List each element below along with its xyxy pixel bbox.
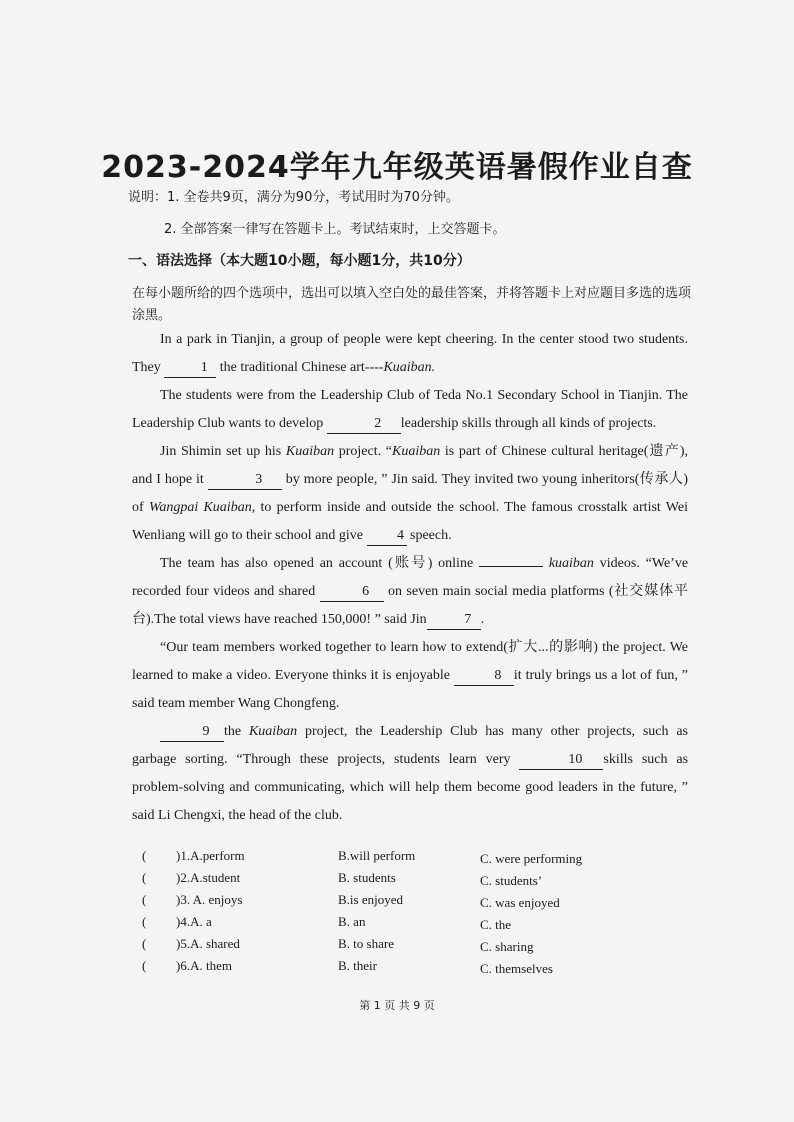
blank-10: 10: [519, 751, 603, 770]
answer-paren: (: [142, 870, 147, 885]
option-c: C. students’: [480, 873, 543, 888]
option-c: C. the: [480, 917, 512, 932]
blank-8: 8: [454, 667, 514, 686]
option-b: B. to share: [338, 936, 394, 951]
text: videos. “We’ve recorded four videos and shared: [132, 556, 689, 599]
text: project. “: [338, 444, 392, 459]
question-row: [138, 958, 698, 979]
question-row: [138, 936, 698, 957]
blank-3: 3: [208, 471, 282, 490]
text: The students were from the Leadership Club of Teda No.1 Secondary School in Tianjin. The Leadership Club wants to develop: [132, 388, 688, 431]
paragraph-6: [132, 718, 688, 830]
page-footer: 第 1 页 共 9 页: [359, 999, 435, 1012]
answer-paren: (: [142, 936, 147, 951]
question-row: [138, 892, 698, 913]
text: by more people, ” Jin said. They invited two young inheritors(传承人) of: [132, 472, 689, 515]
question-row: [138, 870, 698, 891]
blank-6: 6: [320, 583, 384, 602]
option-a: )4.A. a: [176, 914, 212, 929]
section-heading: 一、语法选择（本大题10小题，每小题1分，共10分）: [128, 253, 471, 269]
text: Jin Shimin set up his: [160, 444, 282, 459]
answer-paren: (: [142, 958, 147, 973]
option-c: C. was enjoyed: [480, 895, 560, 910]
blank-4: 4: [367, 527, 407, 546]
text: speech.: [410, 528, 452, 543]
answer-paren: (: [142, 848, 147, 863]
passage: [132, 326, 688, 830]
option-a: )3. A. enjoys: [176, 892, 243, 907]
option-c: C. were performing: [480, 851, 583, 866]
note-1: 说明：1. 全卷共9页，满分为90分，考试用时为70分钟。: [128, 190, 459, 205]
page-title: 2023-2024学年九年级英语暑假作业自查: [101, 150, 693, 185]
paragraph-4: [132, 550, 688, 634]
text: The team has also opened an account (账号) online: [160, 556, 474, 571]
paragraph-5: [132, 634, 688, 718]
option-b: B. students: [338, 870, 396, 885]
option-c: C. sharing: [480, 939, 534, 954]
note-2: 2. 全部答案一律写在答题卡上。考试结束时，上交答题卡。: [164, 222, 506, 237]
question-row: [138, 914, 698, 935]
answer-paren: (: [142, 914, 147, 929]
text: leadership skills through all kinds of projects.: [400, 416, 657, 431]
blank-2: 2: [327, 415, 401, 434]
text: the traditional Chinese art----: [219, 360, 384, 375]
blank-5: [479, 566, 543, 567]
italic-text: Kuaiban.: [383, 360, 436, 375]
text: project, the Leadership Club has many other projects, such as garbage sorting. “Through these projects, students learn very: [132, 724, 688, 767]
option-b: B. their: [338, 958, 377, 973]
text: skills such as problem-solving and communicating, which will help them become good leaders in the future, ” said Li Chengxi, the head of the club.: [132, 752, 689, 823]
text: , to perform inside and outside the school. The famous crosstalk artist Wei Wenliang will go to their school and give: [132, 500, 688, 543]
text: it truly brings us a lot of fun, ” said team member Wang Chongfeng.: [132, 668, 689, 711]
text: the: [224, 724, 242, 739]
option-b: B.is enjoyed: [338, 892, 403, 907]
text: In a park in Tianjin, a group of people were kept cheering. In the center stood two students. They: [132, 332, 688, 375]
italic-text: Wangpai Kuaiban: [148, 500, 252, 515]
paragraph-1: [132, 326, 688, 382]
italic-text: Kuaiban: [285, 444, 335, 459]
text: is part of Chinese cultural heritage(遗产), and I hope it: [132, 444, 688, 487]
option-a: )2.A.student: [176, 870, 241, 885]
instructions: 在每小题所给的四个选项中，选出可以填入空白处的最佳答案，并将答题卡上对应题目多选的选项涂黑。: [132, 286, 692, 323]
text: .: [480, 612, 485, 627]
paragraph-3: [132, 438, 688, 550]
option-a: )5.A. shared: [176, 936, 240, 951]
option-b: B.will perform: [338, 848, 416, 863]
text: “Our team members worked together to learn how to extend(扩大...的影响) the project. We learned to make a video. Everyone thinks it is enjoyable: [132, 640, 688, 683]
italic-text: Kuaiban: [248, 724, 298, 739]
option-a: )6.A. them: [176, 958, 232, 973]
blank-7: 7: [427, 611, 481, 630]
question-row: [138, 848, 698, 869]
italic-text: kuaiban: [548, 556, 594, 571]
blank-1: 1: [164, 359, 216, 378]
text: on seven main social media platforms (社交媒体平台).The total views have reached 150,000! ” said Jin: [132, 584, 689, 627]
option-c: C. themselves: [480, 961, 553, 976]
answer-paren: (: [142, 892, 147, 907]
italic-text: Kuaiban: [391, 444, 441, 459]
blank-9: 9: [160, 723, 224, 742]
option-a: )1.A.perform: [176, 848, 245, 863]
paragraph-2: [132, 382, 688, 438]
option-b: B. an: [338, 914, 366, 929]
